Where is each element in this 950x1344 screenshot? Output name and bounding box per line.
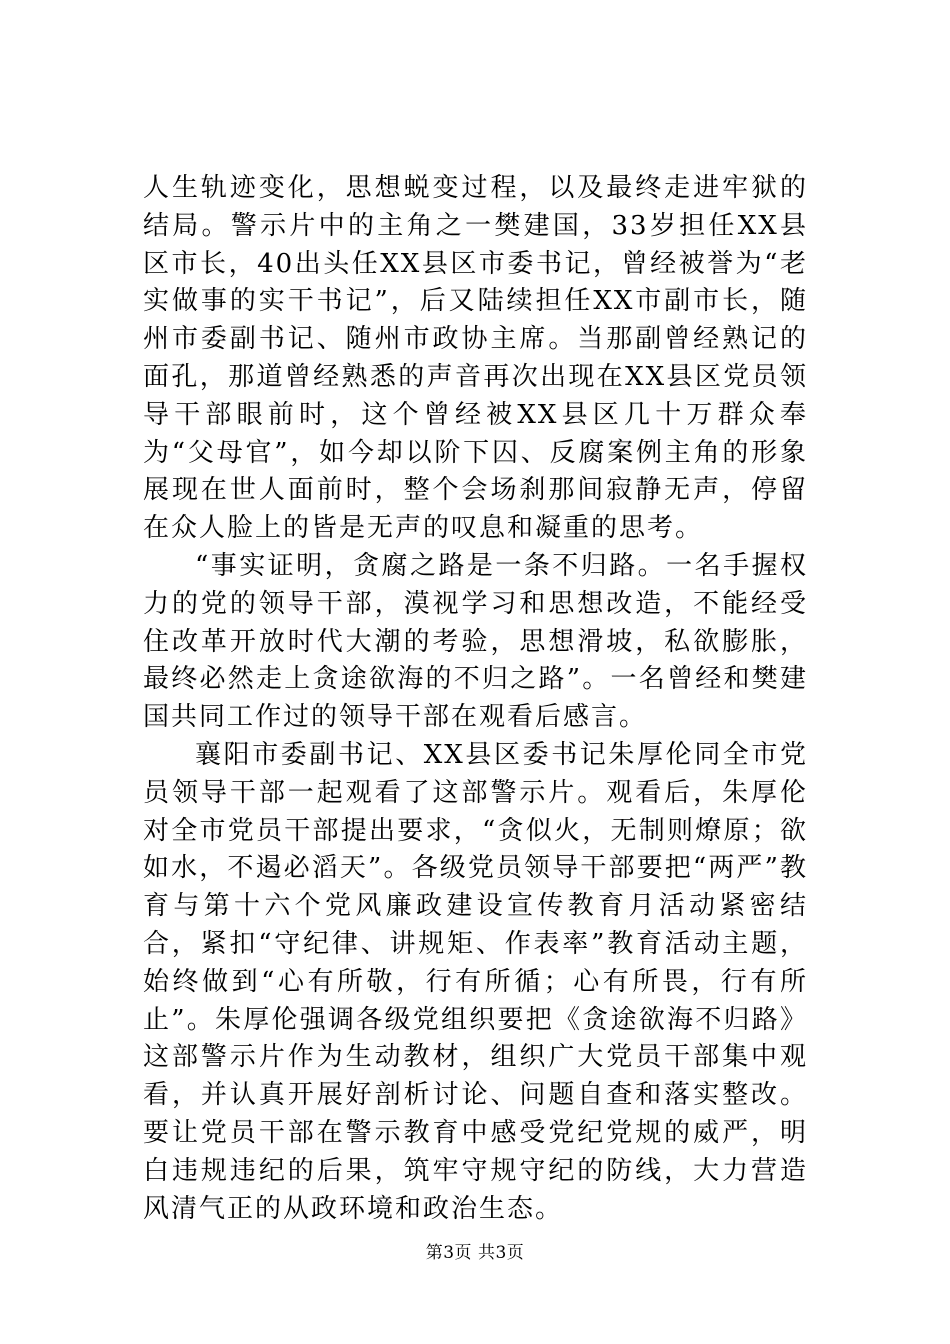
page-footer: 第3页 共3页 xyxy=(425,1243,525,1263)
paragraph-3: 襄阳市委副书记、XX县区委书记朱厚伦同全市党员领导干部一起观看了这部警示片。观看后，朱厚伦对全市党员干部提出要求，“贪似火，无制则燎原；欲如水，不遏必滔天”。各级党员领导干部要把“两严”教育与第十六个党风廉政建设宣传教育月活动紧密结合，紧扣“守纪律、讲规矩、作表率”教育活动主题，始终做到“心有所敬，行有所循；心有所畏，行有所止”。朱厚伦强调各级党组织要把《贪途欲海不归路》这部警示片作为生动教材，组织广大党员干部集中观看，并认真开展好剖析讨论、问题自查和落实整改。要让党员干部在警示教育中感受党纪党规的威严，明白违规违纪的后果，筑牢守规守纪的防线，大力营造风清气正的从政环境和政治生态。 xyxy=(143,739,808,1224)
document-body xyxy=(143,170,808,1228)
paragraph-1: 人生轨迹变化，思想蜕变过程，以及最终走进牢狱的结局。警示片中的主角之一樊建国，33岁担任XX县区市长，40出头任XX县区市委书记，曾经被誉为“老实做事的实干书记”，后又陆续担任XX市副市长，随州市委副书记、随州市政协主席。当那副曾经熟记的面孔，那道曾经熟悉的声音再次出现在XX县区党员领导干部眼前时，这个曾经被XX县区几十万群众奉为“父母官”，如今却以阶下囚、反腐案例主角的形象展现在世人面前时，整个会场刹那间寂静无声，停留在众人脸上的皆是无声的叹息和凝重的思考。 xyxy=(143,173,808,544)
paragraph-2: “事实证明，贪腐之路是一条不归路。一名手握权力的党的领导干部，漠视学习和思想改造，不能经受住改革开放时代大潮的考验，思想滑坡，私欲膨胀，最终必然走上贪途欲海的不归之路”。一名曾经和樊建国共同工作过的领导干部在观看后感言。 xyxy=(143,550,808,733)
